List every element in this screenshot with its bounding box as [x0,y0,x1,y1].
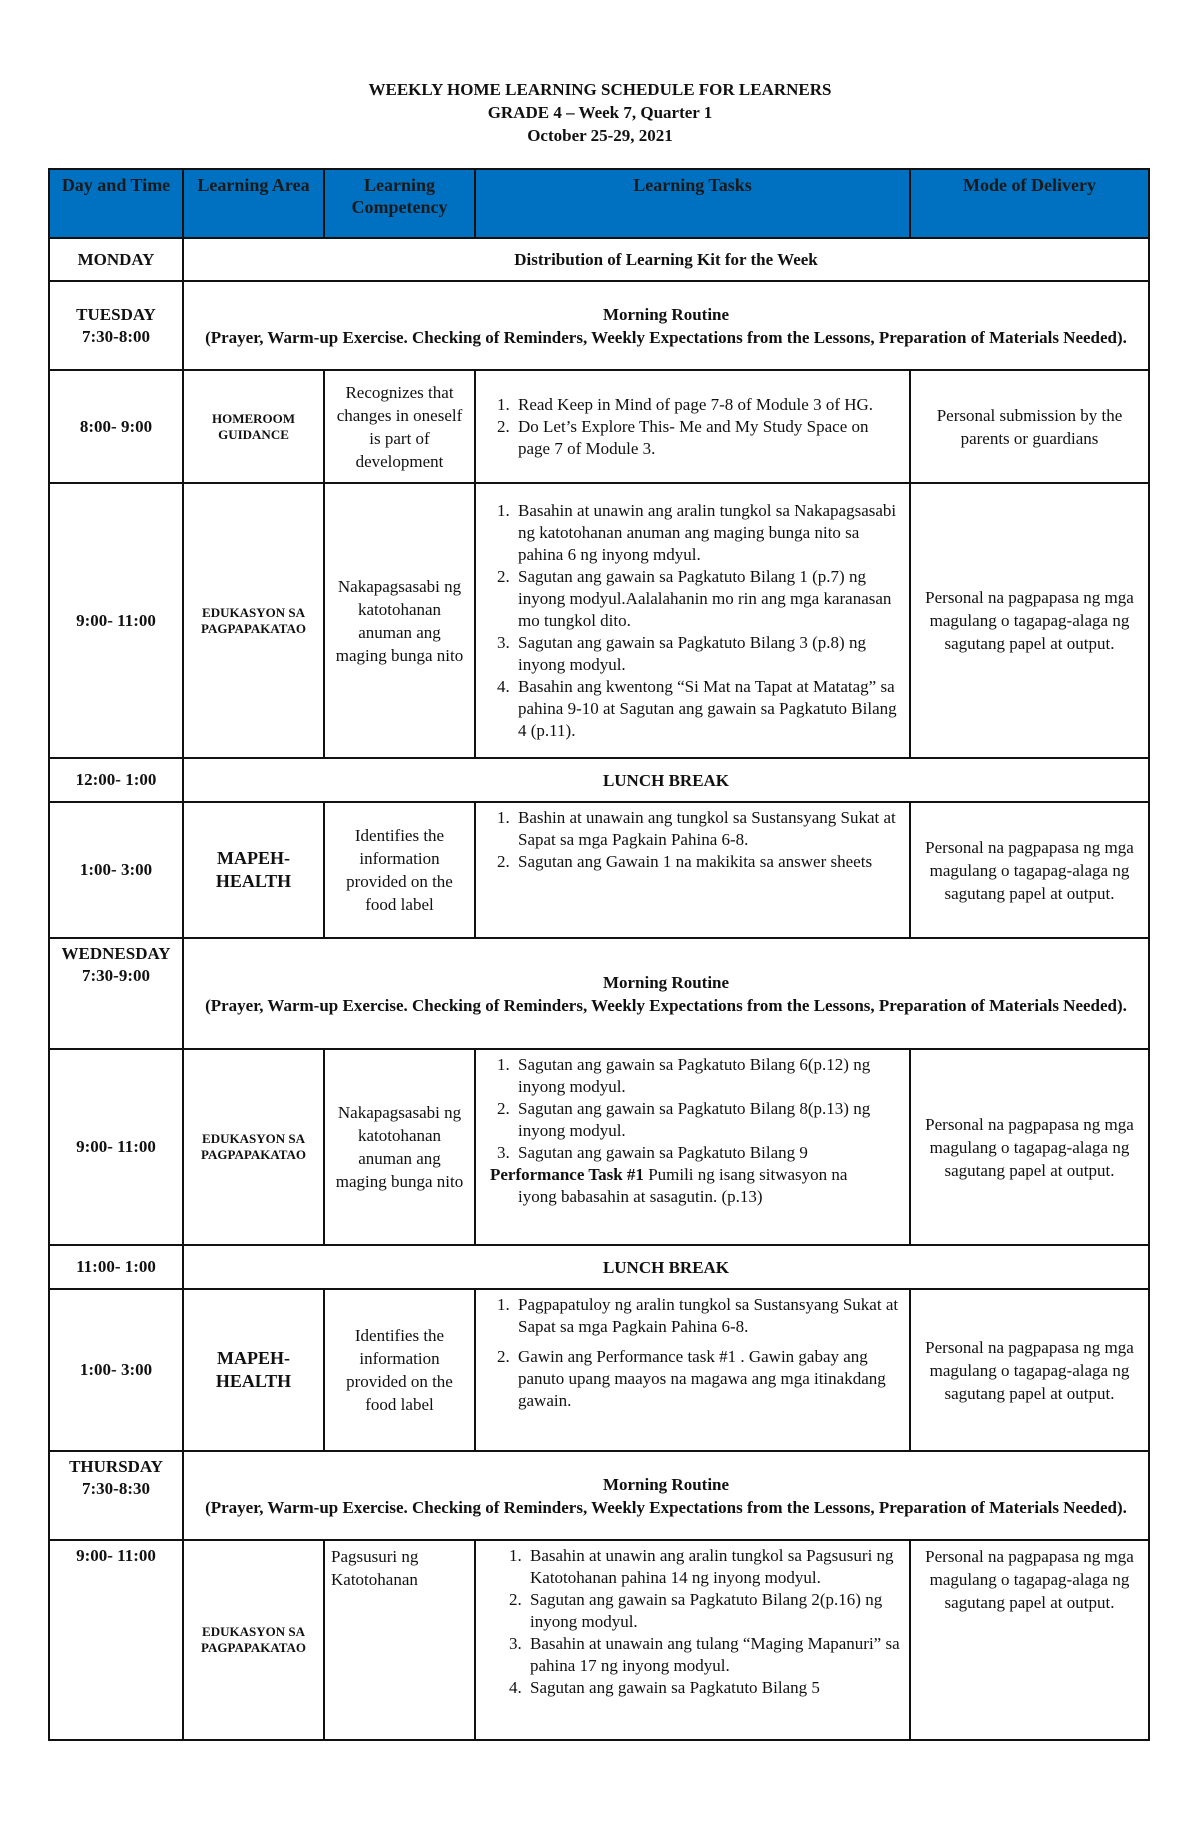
title-line-1: WEEKLY HOME LEARNING SCHEDULE FOR LEARNERS [368,80,832,99]
title-line-2: GRADE 4 – Week 7, Quarter 1 [487,103,713,122]
row-learning-area: EDUKASYON SA PAGPAPAKATAO [183,483,324,758]
performance-task-text: Pumili ng isang sitwasyon na [648,1165,848,1184]
routine-text: (Prayer, Warm-up Exercise. Checking of Reminders, Weekly Expectations from the Lessons, Preparation of Materials Needed). [205,1497,1127,1517]
table-row [49,1540,1149,1740]
row-mode: Personal na pagpapasa ng mga magulang o tagapag-alaga ng sagutang papel at output. [910,483,1149,758]
thursday-day-cell [49,1451,183,1540]
row-tasks [475,802,910,938]
task-item: 3. Basahin at unawain ang tulang “Maging Mapanuri” sa pahina 17 ng inyong modyul. [526,1633,903,1677]
row-mode: Personal na pagpapasa ng mga magulang o tagapag-alaga ng sagutang papel at output. [910,1540,1149,1740]
task-item: 2. Gawin ang Performance task #1 . Gawin gabay ang panuto upang maayos na magawa ang mga itinakdang gawain. [514,1346,903,1412]
task-item: 1. Basahin at unawin ang aralin tungkol sa Pagsusuri ng Katotohanan pahina 14 ng inyong modyul. [526,1545,903,1589]
task-item: 2. Sagutan ang Gawain 1 na makikita sa answer sheets [514,851,903,873]
row-mode: Personal na pagpapasa ng mga magulang o tagapag-alaga ng sagutang papel at output. [910,1289,1149,1451]
routine-title: Morning Routine [602,304,730,324]
thursday-routine [183,1451,1149,1540]
task-item-text: Sagutan ang gawain sa Pagkatuto Bilang 9 [518,1143,808,1162]
task-item: 2. Sagutan ang gawain sa Pagkatuto Bilang 2(p.16) ng inyong modyul. [526,1589,903,1633]
row-competency: Recognizes that changes in oneself is part of development [324,370,475,483]
tuesday-day: TUESDAY [76,304,156,324]
task-item: 1. Basahin at unawin ang aralin tungkol sa Nakapagsasabi ng katotohanan anuman ang maging bunga nito sa pahina 6 ng inyong mdyul. [514,500,903,566]
row-time: 1:00- 3:00 [49,1289,183,1451]
row-learning-area: EDUKASYON SA PAGPAPAKATAO [183,1540,324,1740]
row-mode: Personal na pagpapasa ng mga magulang o tagapag-alaga ng sagutang papel at output. [910,802,1149,938]
row-tasks [475,1540,910,1740]
task-item: 1. Sagutan ang gawain sa Pagkatuto Bilang 6(p.12) ng inyong modyul. [514,1054,903,1098]
row-competency: Identifies the information provided on the food label [324,802,475,938]
performance-task-continuation: iyong babasahin at sasagutin. (p.13) [518,1187,763,1206]
row-learning-area: EDUKASYON SA PAGPAPAKATAO [183,1049,324,1245]
performance-task [490,1164,903,1208]
monday-row [49,238,1149,281]
lunch-time: 12:00- 1:00 [49,758,183,802]
wednesday-day-cell [49,938,183,1049]
header-mode-of-delivery: Mode of Delivery [910,169,1149,238]
routine-title: Morning Routine [602,1474,730,1494]
thursday-time: 7:30-8:30 [82,1479,150,1498]
task-list [482,1054,903,1208]
row-time: 9:00- 11:00 [49,1049,183,1245]
lunch-break: LUNCH BREAK [183,1245,1149,1289]
task-item: 2. Sagutan ang gawain sa Pagkatuto Bilang 1 (p.7) ng inyong modyul.Aalalahanin mo rin ang mga karanasan mo tungkol dito. [514,566,903,632]
wednesday-routine [183,938,1149,1049]
tuesday-routine-row [49,281,1149,370]
row-learning-area: MAPEH-HEALTH [183,1289,324,1451]
task-list [482,1294,903,1412]
task-item [490,1142,903,1208]
tuesday-time: 7:30-8:00 [82,326,150,346]
task-list [482,394,903,460]
table-row [49,1289,1149,1451]
row-competency: Identifies the information provided on the food label [324,1289,475,1451]
performance-task-label: Performance Task #1 [490,1165,644,1184]
table-header-row [49,169,1149,238]
monday-day: MONDAY [49,238,183,281]
row-learning-area: MAPEH-HEALTH [183,802,324,938]
document-title [0,78,1200,147]
task-item: 4. Sagutan ang gawain sa Pagkatuto Bilang 5 [526,1677,903,1699]
task-item: 1. Bashin at unawain ang tungkol sa Sustansyang Sukat at Sapat sa mga Pagkain Pahina 6-8. [514,807,903,851]
task-item: 2. Sagutan ang gawain sa Pagkatuto Bilang 8(p.13) ng inyong modyul. [514,1098,903,1142]
task-item: 3. Sagutan ang gawain sa Pagkatuto Bilang 3 (p.8) ng inyong modyul. [514,632,903,676]
row-tasks [475,1289,910,1451]
row-mode: Personal na pagpapasa ng mga magulang o tagapag-alaga ng sagutang papel at output. [910,1049,1149,1245]
routine-text: (Prayer, Warm-up Exercise. Checking of Reminders, Weekly Expectations from the Lessons, Preparation of Materials Needed). [205,995,1127,1015]
wednesday-routine-row [49,938,1149,1049]
table-row [49,802,1149,938]
header-learning-competency: Learning Competency [324,169,475,238]
row-competency: Pagsusuri ng Katotohanan [324,1540,475,1740]
task-list [482,1545,903,1699]
row-time: 8:00- 9:00 [49,370,183,483]
wednesday-time: 7:30-9:00 [82,966,150,985]
task-item: 4. Basahin ang kwentong “Si Mat na Tapat at Matatag” sa pahina 9-10 at Sagutan ang gawain sa Pagkatuto Bilang 4 (p.11). [514,676,903,742]
lunch-break: LUNCH BREAK [183,758,1149,802]
row-tasks [475,370,910,483]
routine-text: (Prayer, Warm-up Exercise. Checking of Reminders, Weekly Expectations from the Lessons, Preparation of Materials Needed). [205,327,1127,347]
routine-title: Morning Routine [602,972,730,992]
header-day-time: Day and Time [49,169,183,238]
task-item: 2. Do Let’s Explore This- Me and My Study Space on page 7 of Module 3. [514,416,903,460]
table-row [49,483,1149,758]
task-list [482,500,903,742]
row-competency: Nakapagsasabi ng katotohanan anuman ang maging bunga nito [324,483,475,758]
header-learning-tasks: Learning Tasks [475,169,910,238]
row-learning-area: HOMEROOM GUIDANCE [183,370,324,483]
lunch-row [49,1245,1149,1289]
tuesday-routine [183,281,1149,370]
row-tasks [475,1049,910,1245]
lunch-row [49,758,1149,802]
row-competency: Nakapagsasabi ng katotohanan anuman ang maging bunga nito [324,1049,475,1245]
table-row [49,370,1149,483]
table-row [49,1049,1149,1245]
row-time: 9:00- 11:00 [49,483,183,758]
task-item: 1. Pagpapatuloy ng aralin tungkol sa Sustansyang Sukat at Sapat sa mga Pagkain Pahina 6-8. [514,1294,903,1338]
row-time: 9:00- 11:00 [49,1540,183,1740]
row-mode: Personal submission by the parents or guardians [910,370,1149,483]
tuesday-day-cell [49,281,183,370]
task-list [482,807,903,873]
row-tasks [475,483,910,758]
thursday-day: THURSDAY [69,1457,163,1476]
header-learning-area: Learning Area [183,169,324,238]
wednesday-day: WEDNESDAY [61,944,171,963]
title-line-3: October 25-29, 2021 [527,126,673,145]
task-item: 1. Read Keep in Mind of page 7-8 of Module 3 of HG. [514,394,903,416]
row-time: 1:00- 3:00 [49,802,183,938]
monday-distribution: Distribution of Learning Kit for the Week [183,238,1149,281]
lunch-time: 11:00- 1:00 [49,1245,183,1289]
schedule-table [48,168,1150,1741]
thursday-routine-row [49,1451,1149,1540]
